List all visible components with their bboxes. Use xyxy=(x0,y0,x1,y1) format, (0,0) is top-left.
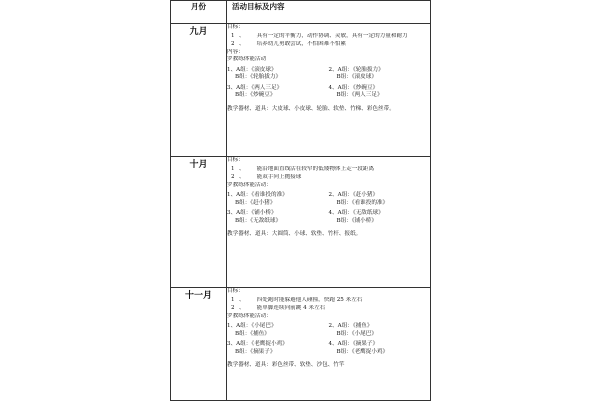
goal-separator: 、 xyxy=(239,32,245,39)
goal-text: 具有一定的平衡力，动作协调、灵敏，具有一定的力量和耐力 xyxy=(256,32,408,39)
activity-group-a: A组：《炒碗豆》 xyxy=(337,84,379,91)
activity-separator: 、 xyxy=(230,192,237,199)
goal-item xyxy=(227,166,430,174)
activity-number: 4 xyxy=(328,84,333,91)
activity-number: 3 xyxy=(227,84,231,91)
activity-number: 3 xyxy=(227,210,231,217)
table-row xyxy=(171,157,431,288)
goal-number: 1 xyxy=(231,296,235,303)
activity-separator: 、 xyxy=(332,84,338,91)
goal-text: 能沿地面直线活在较窄的低矮物体上走一段距离 xyxy=(256,165,375,172)
activity-item xyxy=(227,341,329,356)
activity-label: 罗教练体能活动： xyxy=(227,181,272,188)
activity-item xyxy=(329,192,431,207)
activity-group-b: B组：《无敌纸球》 xyxy=(235,217,282,224)
content-label: 内容： xyxy=(227,48,244,55)
activity-group-a: A组：《轮胎拔力》 xyxy=(337,66,384,73)
activity-label: 罗教练体能活动： xyxy=(227,312,272,319)
activity-group-b: B组：《两人三足》 xyxy=(336,92,383,99)
activity-group-b: B组：《滚皮球》 xyxy=(336,74,377,81)
activity-a-line xyxy=(227,210,329,218)
activity-separator: 、 xyxy=(230,84,237,91)
activity-item xyxy=(329,67,431,82)
content-cell xyxy=(227,24,431,157)
goal-item xyxy=(227,174,430,182)
goal-number: 2 xyxy=(231,174,235,181)
activity-item xyxy=(329,85,431,100)
goal-separator: 、 xyxy=(239,305,245,312)
goal-text: 能双手向上抛接球 xyxy=(256,174,302,181)
activity-separator: 、 xyxy=(332,341,338,348)
activity-number: 1 xyxy=(227,192,231,199)
goal-item xyxy=(227,297,430,305)
goal-separator: 、 xyxy=(239,41,245,48)
activity-separator: 、 xyxy=(230,323,237,330)
activity-number: 4 xyxy=(328,341,333,348)
activity-a-line xyxy=(329,323,431,331)
materials-text: 教学器材、道具：大圆筒、小球、软垫、竹杆、报纸。 xyxy=(227,231,362,238)
activity-separator: 、 xyxy=(230,210,237,217)
activity-group-b: B组：《赶小猪》 xyxy=(235,199,276,206)
activity-group-a: A组：《铺小桥》 xyxy=(236,210,277,217)
goal-separator: 、 xyxy=(239,174,245,181)
activity-group-a: A组：《两人三足》 xyxy=(236,84,283,91)
activity-a-line xyxy=(329,341,431,349)
activity-group-b: B组：《摘果子》 xyxy=(235,348,276,355)
table-header-row xyxy=(171,1,431,24)
activity-separator: 、 xyxy=(332,192,338,199)
content-cell xyxy=(227,288,431,401)
activity-pair xyxy=(227,323,430,338)
activity-plan-table xyxy=(170,0,431,401)
activity-pair xyxy=(227,341,430,356)
document-page xyxy=(170,0,430,400)
activity-label: 罗教练体能活动 xyxy=(227,56,267,63)
activity-number: 2 xyxy=(328,323,333,330)
month-cell: 九月 xyxy=(171,24,227,157)
activity-group-b: B组：《铺小桥》 xyxy=(336,217,377,224)
header-month: 月份 xyxy=(171,1,227,24)
activity-group-b: B组：《轮胎拔力》 xyxy=(235,74,282,81)
goal-label: 目标： xyxy=(227,288,244,294)
activity-group-a: A组：《小尾巴》 xyxy=(236,323,277,330)
activity-separator: 、 xyxy=(332,323,338,330)
activity-item xyxy=(227,192,329,207)
goal-item xyxy=(227,305,430,313)
activity-group-b: B组：《看谁投的准》 xyxy=(336,199,389,206)
activity-group-b: B组：《捕鱼》 xyxy=(235,330,270,337)
activity-pair xyxy=(227,67,430,82)
activity-item xyxy=(227,323,329,338)
activity-separator: 、 xyxy=(332,210,338,217)
goal-number: 1 xyxy=(231,32,235,39)
month-cell: 十一月 xyxy=(171,288,227,401)
goal-label: 目标： xyxy=(227,157,244,163)
activity-number: 1 xyxy=(227,323,231,330)
activity-group-b: B组：《炒碗豆》 xyxy=(235,92,276,99)
goal-separator: 、 xyxy=(239,296,245,303)
content-cell xyxy=(227,157,431,288)
month-cell: 十月 xyxy=(171,157,227,288)
activity-group-a: A组：《看谁投的准》 xyxy=(236,192,288,199)
activity-pair xyxy=(227,192,430,207)
goal-label: 目标： xyxy=(227,24,244,30)
goal-text: 能单脚连续向前跳 4 米左右 xyxy=(256,305,326,312)
goal-separator: 、 xyxy=(239,165,245,172)
activity-number: 4 xyxy=(328,210,333,217)
activity-pair xyxy=(227,210,430,225)
activity-a-line xyxy=(227,323,329,331)
goal-number: 2 xyxy=(231,41,235,48)
activity-a-line xyxy=(227,192,329,200)
activity-item xyxy=(329,341,431,356)
goal-item xyxy=(227,41,430,49)
activity-item xyxy=(329,323,431,338)
header-content: 活动目标及内容 xyxy=(227,1,431,24)
goal-text: 四处跑时能躲避他人碰撞，快跑 25 米左右 xyxy=(256,296,363,303)
activity-item xyxy=(329,210,431,225)
goal-item xyxy=(227,33,430,41)
activity-number: 2 xyxy=(328,66,333,73)
activity-group-b: B组：《老鹰捉小鸡》 xyxy=(336,348,389,355)
activity-pair xyxy=(227,85,430,100)
activity-item xyxy=(227,210,329,225)
table-row xyxy=(171,24,431,157)
activity-separator: 、 xyxy=(230,341,237,348)
activity-group-a: A组：《无敌纸球》 xyxy=(337,210,384,217)
activity-group-a: A组：《捕鱼》 xyxy=(337,323,373,330)
activity-number: 2 xyxy=(328,192,333,199)
activity-a-line xyxy=(329,192,431,200)
activity-group-a: A组：《摘果子》 xyxy=(337,341,379,348)
activity-number: 3 xyxy=(227,341,231,348)
activity-separator: 、 xyxy=(230,66,237,73)
activity-group-b: B组：《小尾巴》 xyxy=(336,330,377,337)
goal-number: 1 xyxy=(231,165,235,172)
activity-item xyxy=(227,85,329,100)
goal-text: 培养幼儿勇敢尝试，不怕困难不怕累 xyxy=(256,41,347,48)
table-row xyxy=(171,288,431,401)
activity-item xyxy=(227,67,329,82)
activity-number: 1 xyxy=(227,66,231,73)
goal-number: 2 xyxy=(231,305,235,312)
activity-group-a: A组：《滚皮球》 xyxy=(236,66,277,73)
materials-text: 教学器材、道具：大皮球、小皮球、轮胎、软垫、竹梯、彩色丝带。 xyxy=(227,105,395,112)
activity-separator: 、 xyxy=(332,66,338,73)
activity-group-a: A组：《赶小猪》 xyxy=(337,192,379,199)
activity-a-line xyxy=(329,210,431,218)
activity-group-a: A组：《老鹰捉小鸡》 xyxy=(236,341,288,348)
materials-text: 教学器材、道具：彩色丝带、软垫、沙包、竹竿 xyxy=(227,362,345,369)
activity-a-line xyxy=(227,341,329,349)
